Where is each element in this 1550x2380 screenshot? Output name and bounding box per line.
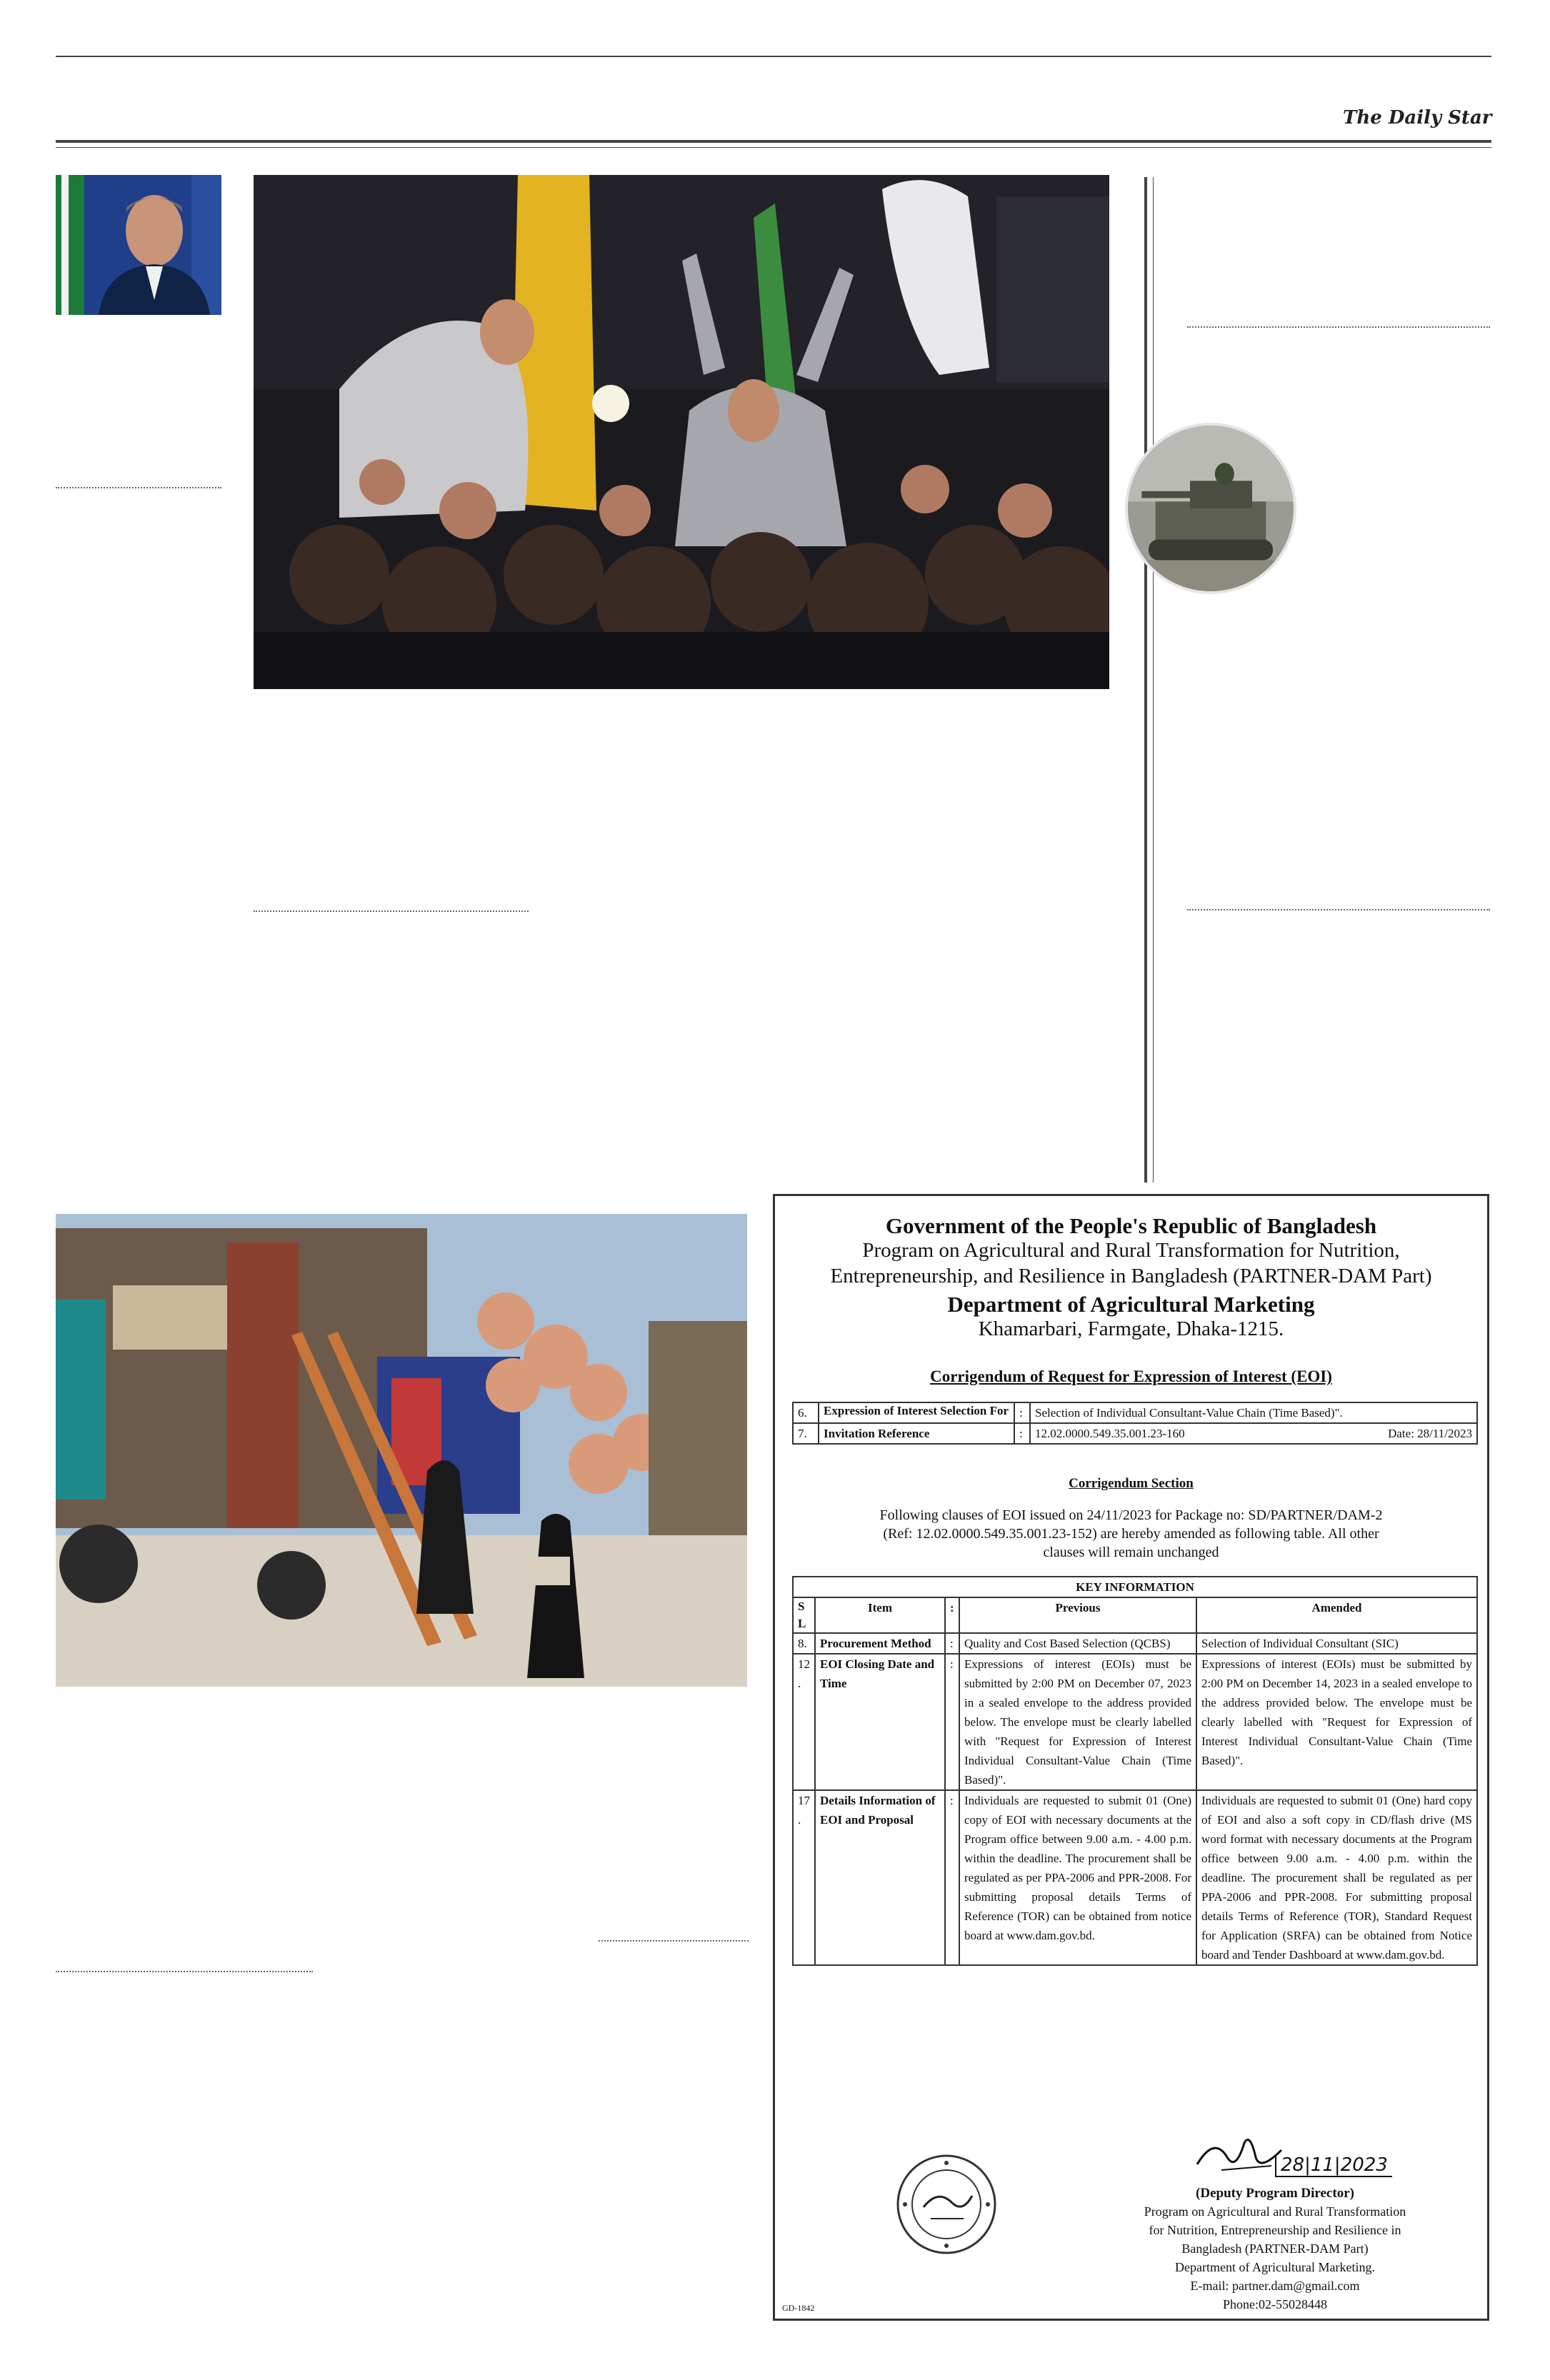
ad-row-sl: 17 . — [793, 1790, 815, 1965]
ad-signatory-email: E-mail: partner.dam@gmail.com — [1190, 2279, 1360, 2293]
ad-ref-row — [793, 1423, 1477, 1444]
ad-row-item: Details Information of EOI and Proposal — [815, 1790, 945, 1965]
separator-bottom-right — [599, 1940, 749, 1942]
ad-intro-line3: clauses will remain unchanged — [1043, 1545, 1219, 1560]
ad-signatory-line2: for Nutrition, Entrepreneurship and Resilience in — [1149, 2223, 1401, 2237]
table-row — [793, 1633, 1477, 1654]
ad-signatory-line4: Department of Agricultural Marketing. — [1175, 2260, 1375, 2274]
ad-ref-label: Invitation Reference — [819, 1423, 1014, 1444]
ad-row-amended: Individuals are requested to submit 01 (One) hard copy of EOI and also a soft copy in CD/flash drive (MS word format with necessary documents at the Program office between 9.00 a.m. - 4.00 p.m. within the deadline. The procurement shall be regulated as per PPA-2006 and PPR-2008. For submitting proposal details Terms of Reference (TOR), Standard Request for Application (SRFA) can be obtained from Notice board and Tender Dashboard at www.dam.gov.bd. — [1196, 1790, 1477, 1965]
official-seal-icon — [895, 2153, 998, 2256]
table-row — [793, 1654, 1477, 1790]
ad-key-info-title: KEY INFORMATION — [793, 1577, 1477, 1597]
ad-row-amended: Expressions of interest (EOIs) must be submitted by 2:00 PM on December 14, 2023 in a sealed envelope to the address provided below. The envelope must be clearly labelled with "Request for Expression of Interest Individual Consultant-Value Chain (Time Based)". — [1196, 1654, 1477, 1790]
ad-ref-no: 6. — [793, 1402, 819, 1423]
ad-section-title: Corrigendum Section — [1069, 1476, 1194, 1491]
ad-header-previous: Previous — [959, 1597, 1196, 1633]
top-rule — [56, 56, 1491, 57]
ad-ref-value: 12.02.0000.549.35.001.23-160 — [1030, 1423, 1311, 1444]
ad-program-line1: Program on Agricultural and Rural Transformation for Nutrition, — [862, 1239, 1400, 1262]
ad-row-sl: 8. — [793, 1633, 815, 1654]
separator-right-top — [1187, 326, 1490, 328]
ad-intro-line2: (Ref: 12.02.0000.549.35.001.23-152) are hereby amended as following table. All other — [883, 1526, 1379, 1542]
ad-row-sl: 12 . — [793, 1654, 815, 1790]
masthead-logo: The Daily Star — [1343, 107, 1492, 129]
ad-intro-line1: Following clauses of EOI issued on 24/11/2023 for Package no: SD/PARTNER/DAM-2 — [879, 1507, 1383, 1523]
ad-ref-no: 7. — [793, 1423, 819, 1444]
ad-signature-date: 28|11|2023 — [1275, 2154, 1392, 2177]
ad-row-colon: : — [945, 1654, 959, 1790]
ad-header-amended: Amended — [1196, 1597, 1477, 1633]
ad-ref-date: Date: 28/11/2023 — [1311, 1423, 1477, 1444]
ad-signatory-title: (Deputy Program Director) — [1196, 2186, 1354, 2201]
portrait-photo — [56, 175, 221, 315]
ad-key-information-table — [792, 1576, 1478, 1966]
ad-ref-colon: : — [1014, 1402, 1030, 1423]
ad-address: Khamarbari, Farmgate, Dhaka-1215. — [978, 1317, 1284, 1340]
separator-main-story — [254, 910, 529, 912]
table-row — [793, 1790, 1477, 1965]
column-divider-thick — [1144, 177, 1147, 1183]
ad-table-header — [793, 1597, 1477, 1633]
ad-ref-colon: : — [1014, 1423, 1030, 1444]
eoi-corrigendum-ad — [773, 1194, 1489, 2321]
ad-program-line2: Entrepreneurship, and Resilience in Bangladesh (PARTNER-DAM Part) — [830, 1265, 1432, 1287]
inset-round-photo — [1125, 423, 1296, 594]
ad-ref-label: Expression of Interest Selection For — [819, 1402, 1014, 1423]
ad-header-colon: : — [945, 1597, 959, 1633]
ad-government-title: Government of the People's Republic of Bangladesh — [885, 1213, 1377, 1238]
trucks-photo — [56, 1214, 747, 1687]
signature-icon — [1193, 2129, 1286, 2179]
ad-department: Department of Agricultural Marketing — [947, 1292, 1315, 1317]
separator-left-column — [56, 487, 221, 488]
masthead-rule-thin — [56, 147, 1491, 148]
ad-corrigendum-title: Corrigendum of Request for Expression of Interest (EOI) — [930, 1367, 1332, 1385]
ad-row-previous: Quality and Cost Based Selection (QCBS) — [959, 1633, 1196, 1654]
ad-row-amended: Selection of Individual Consultant (SIC) — [1196, 1633, 1477, 1654]
ad-ref-row — [793, 1402, 1477, 1423]
ad-header-item: Item — [815, 1597, 945, 1633]
ad-signatory-line1: Program on Agricultural and Rural Transformation — [1144, 2204, 1406, 2219]
ad-row-colon: : — [945, 1633, 959, 1654]
ad-signatory-line3: Bangladesh (PARTNER-DAM Part) — [1181, 2241, 1369, 2256]
main-news-photo — [254, 175, 1109, 689]
ad-row-previous: Individuals are requested to submit 01 (One) copy of EOI with necessary documents at the Program office between 9.00 a.m. - 4.00 p.m. within the deadline. The procurement shall be regulated as per PPA-2006 and PPR-2008. For submitting proposal details Terms of Reference (TOR) can be obtained from notice board at www.dam.gov.bd. — [959, 1790, 1196, 1965]
ad-reference-table — [792, 1402, 1478, 1445]
ad-ref-value: Selection of Individual Consultant-Value Chain (Time Based)". — [1030, 1402, 1477, 1423]
ad-row-item: Procurement Method — [815, 1633, 945, 1654]
ad-signatory-phone: Phone:02-55028448 — [1223, 2297, 1327, 2311]
ad-row-previous: Expressions of interest (EOIs) must be submitted by 2:00 PM on December 07, 2023 in a sealed envelope to the address provided below. The envelope must be clearly labelled with "Request for Expression of Interest Individual Consultant-Value Chain (Time Based)". — [959, 1654, 1196, 1790]
ad-row-item: EOI Closing Date and Time — [815, 1654, 945, 1790]
separator-bottom-left — [56, 1971, 313, 1972]
separator-right-bottom — [1187, 909, 1490, 910]
ad-row-colon: : — [945, 1790, 959, 1965]
ad-header-sl: S L — [793, 1597, 815, 1633]
masthead-rule-thick — [56, 140, 1491, 143]
ad-gd-code: GD-1842 — [782, 2303, 815, 2313]
column-divider-thin — [1153, 177, 1154, 1183]
